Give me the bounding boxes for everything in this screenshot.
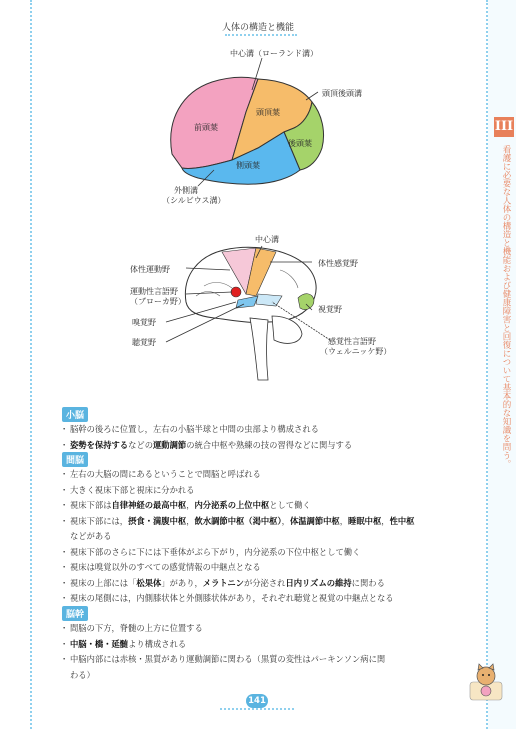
list-item: ・ 視床は嗅覚以外のすべての感覚情報の中継点となる <box>62 560 462 576</box>
list-item: ・ 大きく視床下部と視床に分かれる <box>62 483 462 499</box>
section-diencephalon <box>62 448 462 607</box>
visual-area <box>298 294 314 310</box>
cat-mascot-icon <box>464 662 508 702</box>
label-wernicke-area-sub: （ウェルニッケ野） <box>320 347 392 356</box>
list-item: ・ 視床下部のさらに下には下垂体がぶら下がり，内分泌系の下位中枢として働く <box>62 545 462 561</box>
label-broca-area-sub: （ブローカ野） <box>130 297 186 306</box>
section-tag: 間脳 <box>62 452 88 467</box>
label-parietal-lobe: 頭頂葉 <box>256 108 280 117</box>
brainstem <box>250 318 268 380</box>
label-broca-area: 運動性言語野 <box>130 287 178 296</box>
list-item: ・ 中脳内部には赤核・黒質があり運動調節に関わる（黒質の変性はパーキンソン病に関 <box>62 652 462 668</box>
list-item-continued: わる） <box>70 669 95 680</box>
label-wernicke-area: 感覚性言語野 <box>328 337 376 346</box>
broca-area <box>231 287 241 297</box>
list-item: ・ 左右の大脳の間にあるということで間脳と呼ばれる <box>62 467 462 483</box>
label-motor-area: 体性運動野 <box>130 265 170 274</box>
label-visual-area: 視覚野 <box>318 305 342 314</box>
label-central-sulcus: 中心溝（ローランド溝） <box>230 49 318 58</box>
label-frontal-lobe: 前頭葉 <box>194 123 218 132</box>
list-item: ・ 間脳の下方，脊髄の上方に位置する <box>62 621 462 637</box>
section-tag: 小脳 <box>62 407 88 422</box>
label-occipital-lobe: 後頭葉 <box>288 139 312 148</box>
label-parieto-occipital-sulcus: 頭頂後頭溝 <box>322 89 362 98</box>
chapter-badge: III <box>494 117 514 137</box>
section-cerebellum <box>62 403 462 453</box>
list-item: ・ 脳幹の後ろに位置し，左右の小脳半球と中間の虫部より構成される <box>62 422 462 438</box>
list-item: ・ 視床の上部には「松果体」があり，メラトニンが分泌され日内リズムの維持に関わる <box>62 576 462 592</box>
section-brainstem <box>62 602 462 683</box>
page-number: 141 <box>246 694 268 708</box>
label-auditory-area: 聴覚野 <box>132 338 156 347</box>
label-central-sulcus-2: 中心溝 <box>255 235 279 244</box>
list-item: ・ 中脳・橋・延髄より構成される <box>62 637 462 653</box>
label-temporal-lobe: 側頭葉 <box>236 161 260 170</box>
cerebellum <box>272 316 302 343</box>
list-item: ・ 視床の尾側には，内側膝状体と外側膝状体があり，それぞれ聴覚と視覚の中継点となる <box>62 591 462 607</box>
list-item: ・ 視床下部は自律神経の最高中枢，内分泌系の上位中枢として働く <box>62 498 462 514</box>
page-header: 人体の構造と機能 <box>221 23 294 33</box>
label-lateral-sulcus: 外側溝 <box>174 186 198 195</box>
page-number-underline <box>220 708 294 710</box>
chapter-side-text: 看護に必要な人体の構造と機能および健康障害と回復について基本的な知識を問う。 <box>501 145 511 468</box>
label-olfactory-area: 嗅覚野 <box>132 318 156 327</box>
list-item: ・ 視床下部には，摂食・満腹中枢，飲水調節中枢（渇中枢），体温調節中枢，睡眠中枢，性中枢 <box>62 514 462 530</box>
list-item: ・ 姿勢を保持するなどの運動調節の統合中枢や熟練の技の習得などに関与する <box>62 438 462 454</box>
list-item-continued: などがある <box>70 531 112 541</box>
label-somatosensory-area: 体性感覚野 <box>318 259 358 268</box>
label-sylvian-fissure: （シルビウス溝） <box>162 196 226 205</box>
section-tag: 脳幹 <box>62 606 88 621</box>
